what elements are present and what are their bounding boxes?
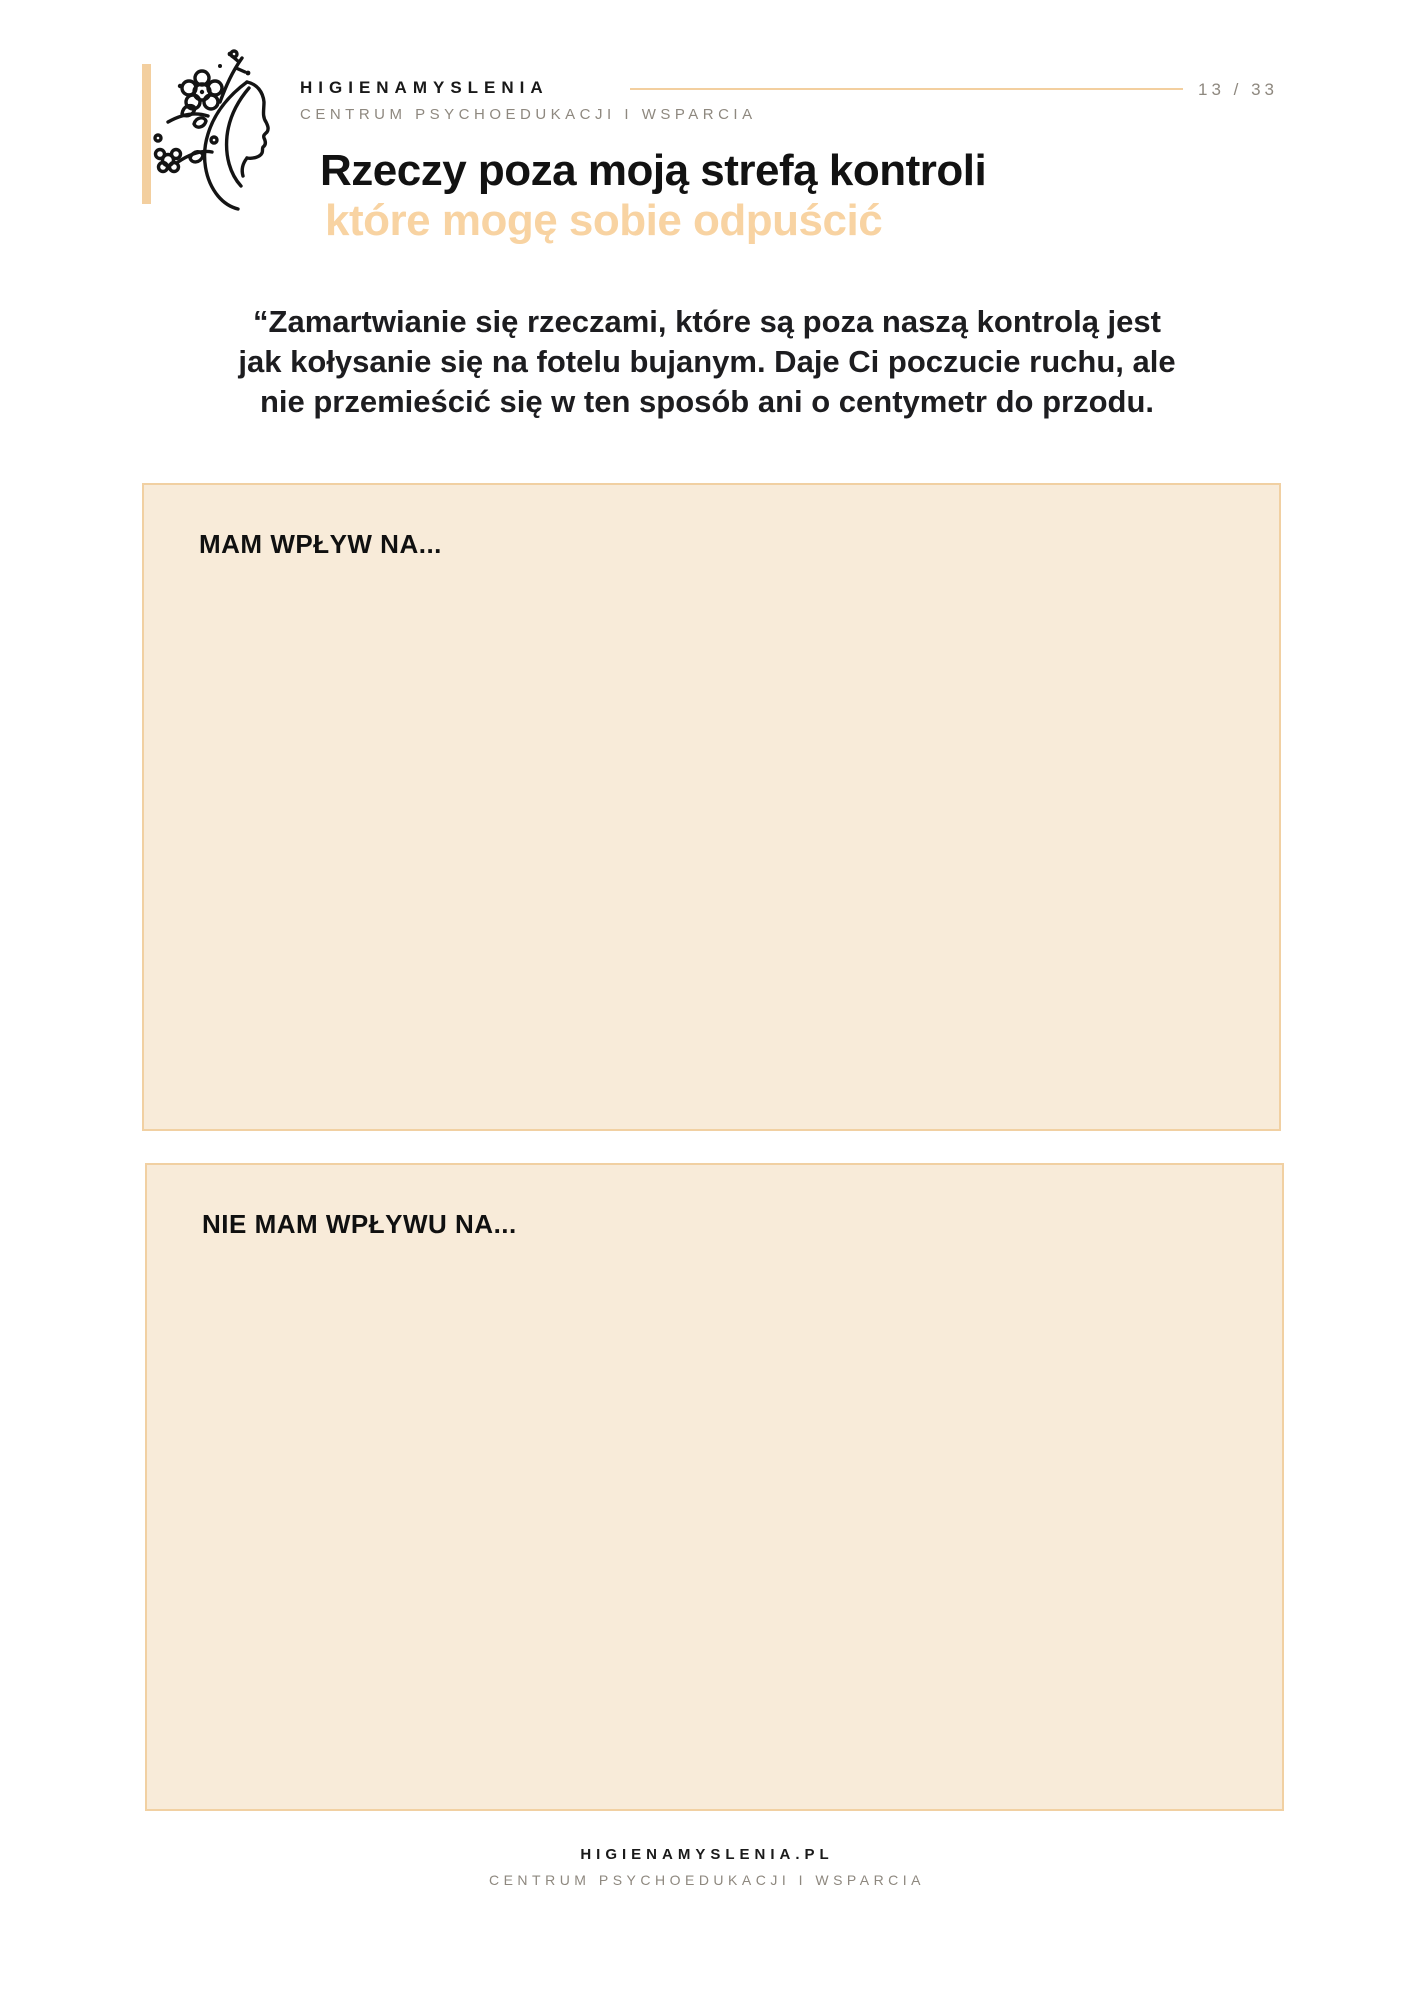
- quote-block: [0, 302, 1414, 422]
- header-divider: [630, 88, 1183, 90]
- quote-line-1: “Zamartwianie się rzeczami, które są poza naszą kontrolą jest: [253, 304, 1161, 339]
- brand-logo-face-flowers-icon: [150, 42, 270, 212]
- brand-name: HIGIENAMYSLENIA: [300, 78, 549, 97]
- brand-subtitle: CENTRUM PSYCHOEDUKACJI I WSPARCIA: [300, 106, 757, 123]
- footer-site: HIGIENAMYSLENIA.PL: [580, 1846, 834, 1863]
- page-number: 13 / 33: [1198, 80, 1278, 99]
- influence-box-label: MAM WPŁYW NA...: [199, 529, 442, 559]
- footer-subtitle: CENTRUM PSYCHOEDUKACJI I WSPARCIA: [488, 1872, 926, 1888]
- page-subtitle: które mogę sobie odpuścić: [325, 196, 883, 245]
- quote-line-2: jak kołysanie się na fotelu bujanym. Daje Ci poczucie ruchu, ale: [238, 344, 1176, 379]
- influence-box: [142, 483, 1281, 1131]
- no-influence-box: [145, 1163, 1284, 1811]
- page-title: Rzeczy poza moją strefą kontroli: [320, 146, 987, 195]
- no-influence-box-label: NIE MAM WPŁYWU NA...: [202, 1209, 517, 1239]
- quote-line-3: nie przemieścić się w ten sposób ani o centymetr do przodu.: [259, 384, 1155, 419]
